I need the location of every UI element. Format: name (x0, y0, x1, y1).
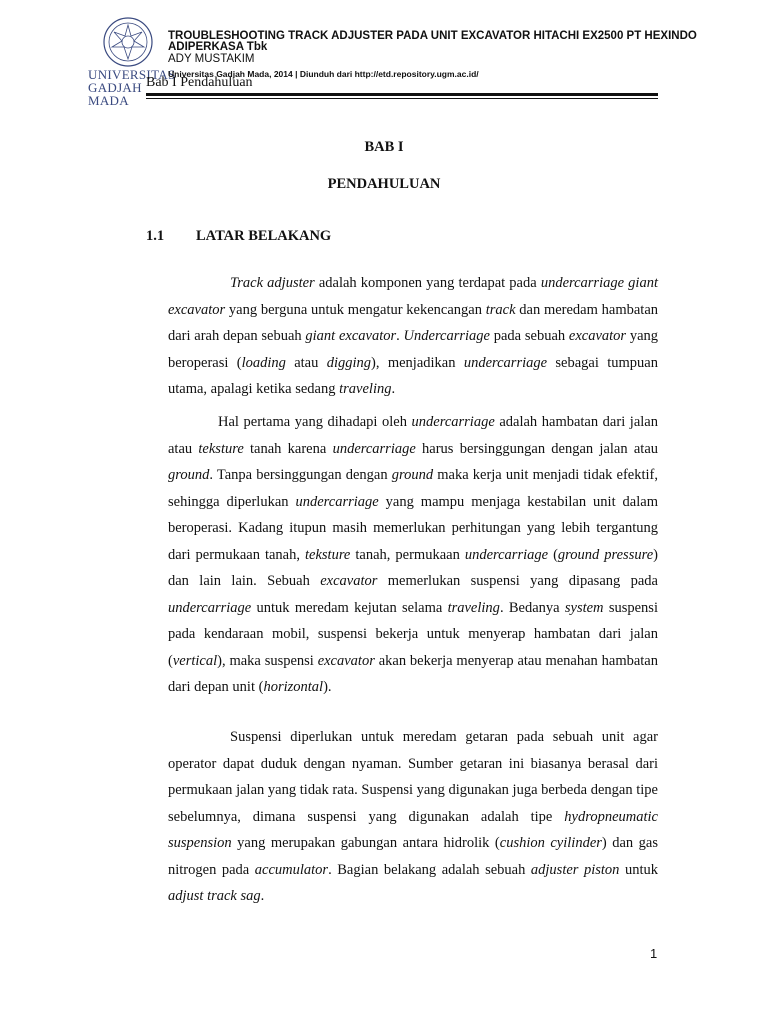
italic-term: horizontal (263, 679, 324, 695)
text-run: . Bagian belakang adalah sebuah (328, 861, 531, 878)
text-run: . (391, 381, 396, 397)
text-run: ). (323, 679, 332, 695)
page-number: 1 (650, 946, 658, 961)
author-name: ADY MUSTAKIM (168, 53, 255, 65)
italic-term: digging (326, 354, 372, 371)
text-run: Hal pertama yang dihadapi oleh (218, 414, 412, 430)
italic-term: Track adjuster (230, 275, 315, 291)
paragraph (168, 724, 658, 910)
text-run: . (396, 328, 404, 344)
italic-term: giant excavator (305, 328, 397, 344)
text-run: tanah karena (243, 440, 333, 457)
paragraph (168, 409, 658, 701)
italic-term: ground (168, 467, 210, 483)
text-run: ( (548, 546, 558, 563)
source-line: Universitas Gadjah Mada, 2014 | Diunduh dari http://etd.repository.ugm.ac.id/ (168, 69, 479, 79)
text-run: ) dan gas nitrogen pada (168, 835, 658, 878)
text-run: . Tanpa bersinggungan dengan (209, 467, 392, 483)
text-run: Suspensi diperlukan untuk meredam getaran pada sebuah unit agar operator dapat duduk dengan nyaman. Sumber getaran ini biasanya berasal dari permukaan jalan yang tidak rata. Suspensi yang digunakan juga berbeda dengan tipe sebelumnya, dimana suspensi yang digunakan adalah tipe (168, 729, 658, 825)
italic-term: undercarriage giant excavator (168, 275, 658, 318)
section-number: 1.1 (146, 228, 165, 244)
italic-term: undercarriage (168, 599, 252, 616)
text-run: . Bedanya (499, 599, 565, 616)
italic-term: teksture (198, 440, 244, 457)
italic-term: undercarriage (295, 493, 379, 510)
italic-term: undercarriage (411, 414, 495, 430)
text-run: yang merupakan gabungan antara hidrolik ( (231, 835, 500, 851)
italic-term: hydropneumatic suspension (168, 808, 658, 851)
text-run: suspensi pada kendaraan mobil, suspensi bekerja untuk menyerap hambatan dari jalan ( (168, 599, 658, 669)
paragraph (168, 270, 658, 403)
italic-term: excavator (568, 328, 627, 344)
italic-term: traveling (339, 381, 392, 397)
text-run: dan meredam hambatan dari arah depan sebuah (168, 301, 659, 344)
italic-term: ground pressure (557, 546, 654, 563)
italic-term: loading (241, 354, 286, 371)
italic-term: adjuster piston (530, 861, 620, 878)
italic-term: undercarriage (464, 546, 549, 563)
text-run: maka kerja unit menjadi tidak efektif, sehingga diperlukan (168, 467, 658, 510)
university-logo-text: UNIVERSITAS GADJAH MADA (88, 67, 176, 108)
italic-term: traveling (447, 599, 500, 616)
italic-term: accumulator (254, 861, 329, 878)
text-run: ) dan lain lain. Sebuah (168, 546, 658, 589)
italic-term: excavator (317, 652, 375, 669)
italic-term: adjust track sag (168, 888, 261, 904)
text-run: yang beroperasi ( (168, 328, 659, 371)
section-title: LATAR BELAKANG (196, 228, 332, 244)
italic-term: undercarriage (332, 440, 416, 457)
header-rule-thick (146, 93, 658, 96)
text-run: ), maka suspensi (217, 652, 318, 669)
text-run: pada sebuah (489, 328, 569, 344)
italic-term: teksture (305, 546, 351, 563)
text-run: yang berguna untuk mengatur kekencangan (225, 301, 486, 318)
italic-term: track (485, 301, 516, 318)
italic-term: Undercarriage (403, 328, 490, 344)
chapter-title: PENDAHULUAN (327, 176, 441, 192)
text-run: memerlukan suspensi yang dipasang pada (377, 573, 658, 589)
section-heading (146, 228, 331, 245)
text-run: . (260, 888, 265, 904)
italic-term: system (564, 599, 604, 616)
text-run: adalah hambatan dari jalan atau (168, 414, 658, 457)
document-title: TROUBLESHOOTING TRACK ADJUSTER PADA UNIT EXCAVATOR HITACHI EX2500 PT HEXINDO ADIPERKASA Tbk (168, 30, 697, 53)
italic-term: vertical (172, 652, 218, 669)
text-run: ), menjadikan (371, 354, 464, 371)
text-run: sebagai tumpuan utama, apalagi ketika sedang (168, 354, 658, 397)
text-run: harus bersinggungan dengan jalan atau (415, 440, 659, 457)
university-seal-icon (102, 16, 154, 68)
chapter-label: BAB I (364, 139, 404, 155)
italic-term: undercarriage (463, 354, 548, 371)
text-run: atau (285, 354, 327, 371)
italic-term: ground (391, 467, 434, 483)
text-run: tanah, permukaan (350, 546, 465, 563)
italic-term: cushion cyilinder (499, 835, 602, 851)
running-head: Bab I Pendahuluan (146, 75, 253, 90)
header-rule-thin (146, 98, 658, 99)
italic-term: excavator (320, 573, 378, 589)
text-run: yang mampu menjaga kestabilan unit dalam beroperasi. Kadang itupun masih memerlukan perhitungan yang lebih tergantung dari permukaan tanah, (168, 493, 658, 563)
text-run: untuk (619, 861, 659, 878)
text-run: adalah komponen yang terdapat pada (314, 275, 541, 291)
text-run: akan bekerja menyerap atau menahan hambatan dari depan unit ( (168, 652, 658, 695)
text-run: untuk meredam kejutan selama (251, 599, 448, 616)
